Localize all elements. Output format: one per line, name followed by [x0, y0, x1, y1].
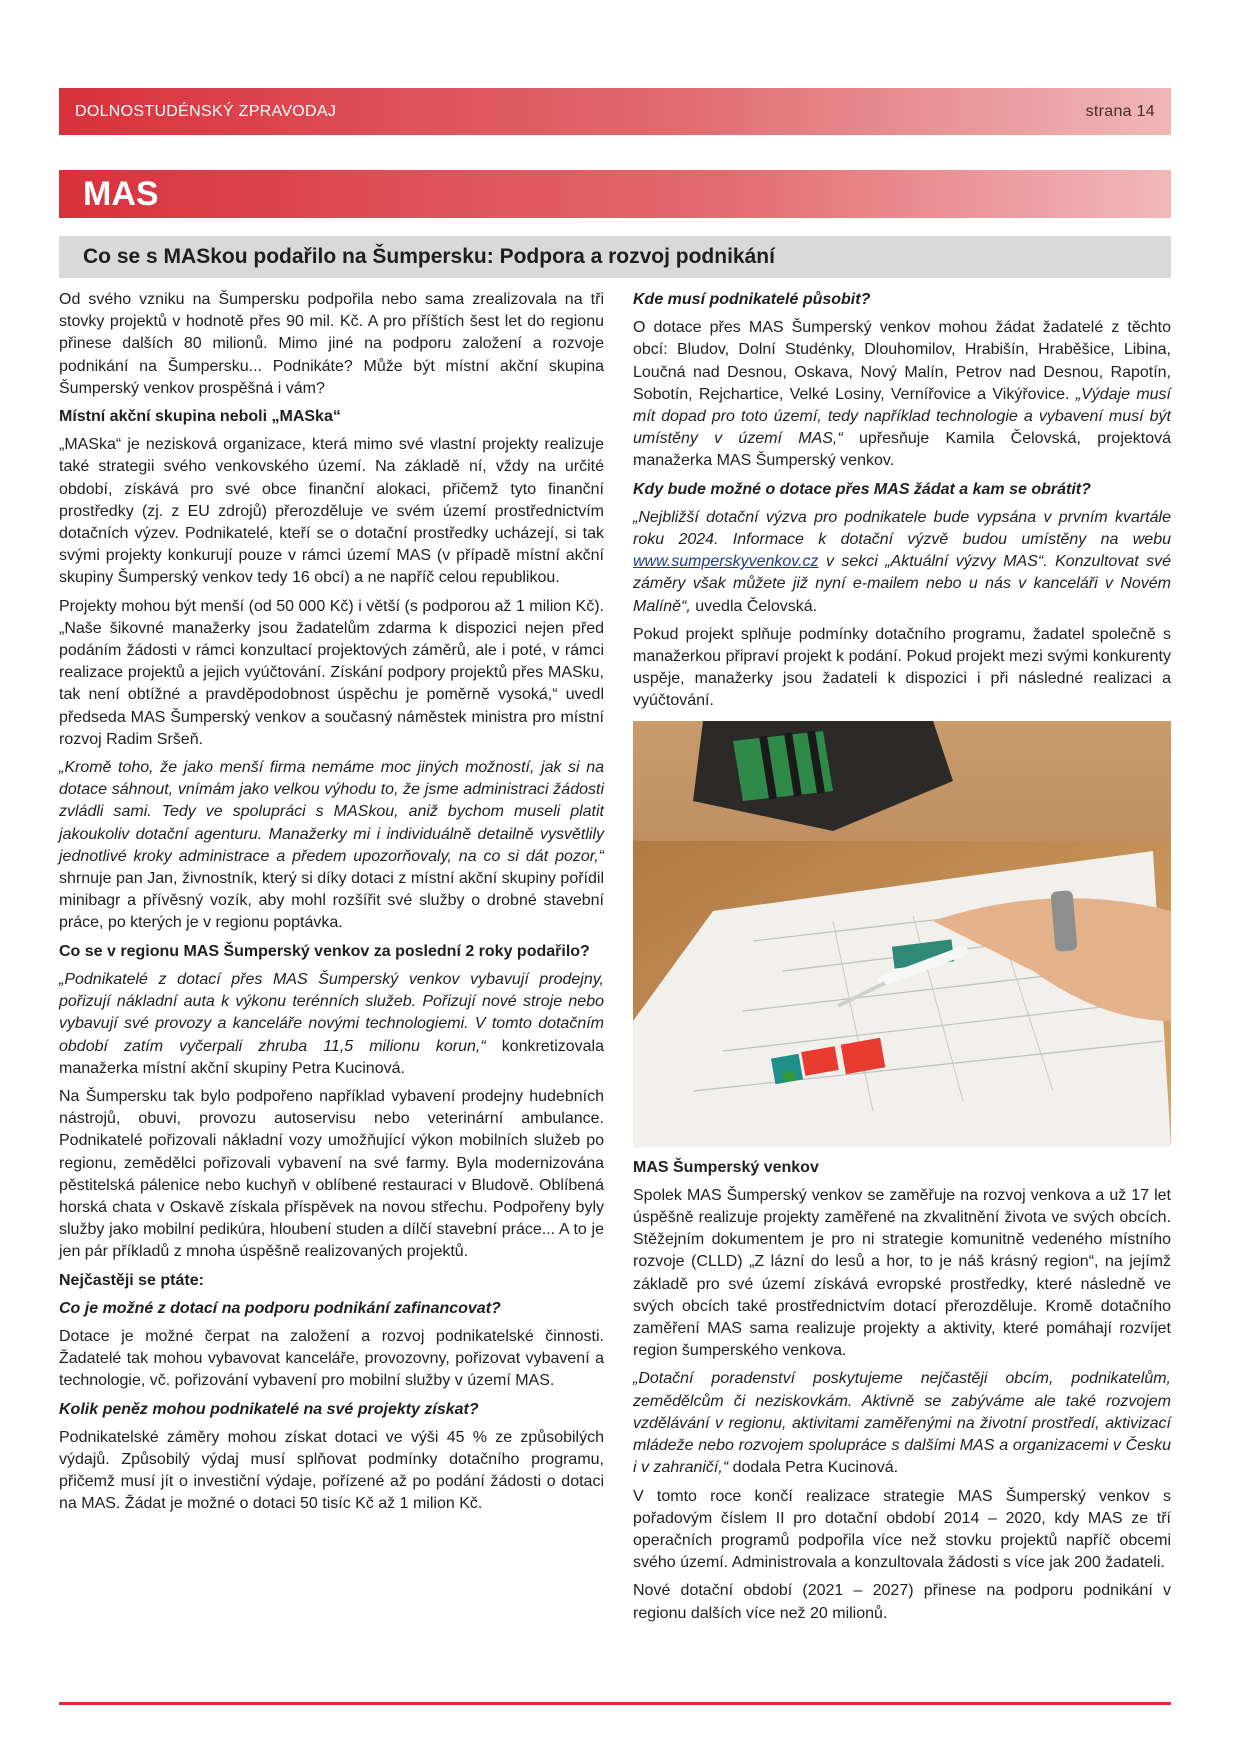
paragraph-fulfil: Pokud projekt splňuje podmínky dotačního programu, žadatel společně s manažerkou připraví projekt k podání. Pokud projekt mezi svými konkurenty uspěje, manažerky jsou žadateli k dispozici i při následné realizaci a vyúčtování. [633, 625, 1171, 710]
article-headline: Co se s MASkou podařilo na Šumpersku: Podpora a rozvoj podnikání [59, 236, 1171, 278]
subheading-faq: Nejčastěji se ptáte: [59, 1271, 204, 1289]
quote-area-text: „Výdaje musí mít dopad pro toto území, tedy například technologie a vybavení musí být umístěny v území MAS,“ [633, 385, 1171, 448]
left-column [59, 289, 604, 1522]
publication-name: DOLNOSTUDÉNSKÝ ZPRAVODAJ [75, 102, 337, 120]
faq-question-4: Kdy bude možné o dotace přes MAS žádat a kam se obrátit? [633, 480, 1091, 498]
subheading-masca: Místní akční skupina neboli „MASka“ [59, 408, 341, 426]
quote-success [59, 969, 604, 1080]
faq-question-2: Kolik peněz mohou podnikatelé na své projekty získat? [59, 1400, 479, 1418]
article-photo [633, 721, 1171, 1147]
running-header [59, 88, 1171, 135]
paragraph-mas: Spolek MAS Šumperský venkov se zaměřuje na rozvoj venkova a už 17 let úspěšně realizuje projekty zaměřené na zkvalitnění života ve svých obcích. Stěžejním dokumentem je pro ni strategie komunitně vedeného místního rozvoje (CLLD) „Z lázní do lesů a hor, to je náš krásný region“, na jejímž základě pro své území získává evropské prostředky, které následně ve svých obcích také prostřednictvím dotací přerozděluje. Kromě dotačního zaměření MAS sama realizuje projekty a aktivity, které pomáhají rozvíjet region šumperského venkova. [633, 1186, 1171, 1360]
quote-call-attribution: uvedla Čelovská. [690, 597, 818, 615]
faq-question-1: Co je možné z dotací na podporu podnikání zafinancovat? [59, 1299, 501, 1317]
subheading-success: Co se v regionu MAS Šumperský venkov za poslední 2 roky podařilo? [59, 942, 590, 960]
municipalities-list: O dotace přes MAS Šumperský venkov mohou žádat žadatelé z těchto obcí: Bludov, Dolní Studénky, Dlouhomilov, Hrabišín, Hraběšice, Libina, Loučná nad Desnou, Oskava, Nový Malín, Petrov nad Desnou, Rapotín, Sobotín, Rejchartice, Velké Losiny, Vernířovice a Vikýřovice. [633, 319, 1171, 403]
quote-advice-text: „Dotační poradenství poskytujeme nejčastěji obcím, podnikatelům, zemědělcům či neziskovkám. Aktivně se zabýváme ale také rozvojem vzdělávání v regionu, aktivitami zaměřenými na životní prostředí, aktivizací mládeže nebo rozvojem spolupráce s dalšími MAS a organizacemi v Česku i v zahraničí,“ [633, 1370, 1171, 1477]
quote-call-part-1: „Nejbližší dotační výzva pro podnikatele bude vypsána v prvním kvartále roku 2024. Informace k dotační výzvě budou umístěny na webu [633, 508, 1171, 549]
subheading-mas: MAS Šumperský venkov [633, 1158, 819, 1176]
paragraph-examples: Na Šumpersku tak bylo podpořeno například vybavení prodejny hudebních nástrojů, obuvi, provozu autoservisu nebo veterinární ambulance. Podnikatelé pořizovali nákladní vozy umožňující výkon mobilních služeb po regionu, zemědělci pořizovali vybavení na své farmy. Byla modernizována pěstitelská pálenice nebo kuchyň v oblíbené restauraci v Bludově. Oblíbená horská chata v Oskavě získala příspěvek na novou střechu. Podpořeny byly služby jako mobilní pedikúra, hloubení studen a dílčí stavební práce... A to je jen pár příkladů z mnoha úspěšně realizovaných projektů. [59, 1087, 604, 1261]
quote-area-attribution: upřesňuje Kamila Čelovská, projektová manažerka MAS Šumperský venkov. [633, 430, 1172, 470]
quote-call-part-2: v sekci „Aktuální výzvy MAS“. Konzultovat své záměry však můžete již nyní e-mailem nebo u nás v kanceláři v Novém Malíně“, [633, 553, 1171, 615]
right-column [633, 289, 1171, 1631]
faq-answer-4 [633, 507, 1171, 618]
quote-jan [59, 757, 604, 935]
faq-answer-2: Podnikatelské záměry mohou získat dotaci ve výši 45 % ze způsobilých výdajů. Způsobilý výdaj musí splňovat podmínky dotačního programu, přičemž musí jít o investiční výdaje, pořízené až po podání žádosti o dotaci na MAS. Žádat je možné o dotaci 50 tisíc Kč až 1 milion Kč. [59, 1428, 604, 1513]
faq-answer-1: Dotace je možné čerpat na založení a rozvoj podnikatelské činnosti. Žadatelé tak mohou vybavovat kanceláře, provozovny, pořizovat vybavení a technologie, vč. pořizování vybavení pro mobilní služby v území MAS. [59, 1327, 604, 1390]
paragraph-year: V tomto roce končí realizace strategie MAS Šumperský venkov s pořadovým číslem II pro dotační období 2014 – 2020, kdy MAS ze tří operačních programů podpořila více než stovku projektů napříč obcemi svého území. Administrovala a konzultovala žádosti s více jak 200 žadateli. [633, 1487, 1171, 1572]
section-title: MAS [59, 170, 1171, 218]
quote-success-attribution: konkretizovala manažerka místní akční skupiny Petra Kucinová. [59, 1037, 605, 1077]
footer-rule [59, 1702, 1171, 1705]
quote-advice-attribution: dodala Petra Kucinová. [728, 1459, 899, 1477]
quote-advice [633, 1368, 1171, 1479]
page-number: strana 14 [1085, 102, 1155, 120]
quote-success-text: „Podnikatelé z dotací přes MAS Šumperský venkov vybavují prodejny, pořizují nákladní auta k výkonu terénních služeb. Pořizují nové stroje nebo vybavují své provozy a kanceláře novými technologiemi. V tomto dotačním období zatím vyčerpali zhruba 11,5 milionu korun,“ [59, 970, 604, 1055]
paragraph-masca: „MASka“ je nezisková organizace, která mimo své vlastní projekty realizuje také strategii svého venkovského území. Na základě ní, vždy na určité období, získává pro své obce finanční alokaci, přičemž tyto finanční prostředky (zj. z EU zdrojů) přerozděluje ve svém území prostřednictvím dotačních výzev. Podnikatelé, kteří se o dotační prostředky ucházejí, si tak svými projekty konkurují pouze v rámci území MAS (v případě místní akční skupiny Šumperský venkov tedy 16 obcí) a ne napříč celou republikou. [59, 436, 604, 587]
paragraph-new-period: Nové dotační období (2021 – 2027) přinese na podporu podnikání v regionu dalších více než 20 milionů. [633, 1582, 1171, 1622]
website-link[interactable]: www.sumperskyvenkov.cz [633, 553, 819, 571]
quote-jan-attribution: shrnuje pan Jan, živnostník, který si díky dotaci z místní akční skupiny pořídil minibagr a přívěsný vozík, aby mohl rozšířit své služby o drobné stavební práce, po kterých je v regionu poptávka. [59, 870, 604, 932]
paragraph-projects: Projekty mohou být menší (od 50 000 Kč) i větší (s podporou až 1 milion Kč). „Naše šikovné manažerky jsou žadatelům zdarma k dispozici nejen před podáním žádosti v rámci konzultací projektových záměrů, ale i poté, v rámci realizace projektů a jejich vyúčtování. Získání podpory projektů přes MASku, tak není obtížné a pravděpodobnost úspěchu je poměrně vysoká,“ uvedl předseda MAS Šumperský venkov a současný náměstek ministra pro místní rozvoj Radim Sršeň. [59, 597, 604, 748]
quote-jan-text: „Kromě toho, že jako menší firma nemáme moc jiných možností, jak si na dotace sáhnout, vnímám jako velkou výhodu to, že jsme administraci žádosti zvládli sami. Tedy ve spolupráci s MASkou, aniž bychom museli platit jakoukoliv dotační agenturu. Manažerky mi i individuálně detailně vysvětlily jednotlivé kroky administrace a předem upozorňovaly, na co si dát pozor,“ [59, 759, 604, 865]
intro-paragraph: Od svého vzniku na Šumpersku podpořila nebo sama zrealizovala na tři stovky projektů v hodnotě přes 90 mil. Kč. A pro příštích šest let do regionu přinese dalších 80 milionů. Mimo jiné na podporu založení a rozvoje podnikání na Šumpersku... Podnikáte? Může být místní akční skupina Šumperský venkov prospěšná i vám? [59, 291, 604, 397]
faq-question-3: Kde musí podnikatelé působit? [633, 291, 871, 308]
faq-answer-3 [633, 317, 1171, 472]
